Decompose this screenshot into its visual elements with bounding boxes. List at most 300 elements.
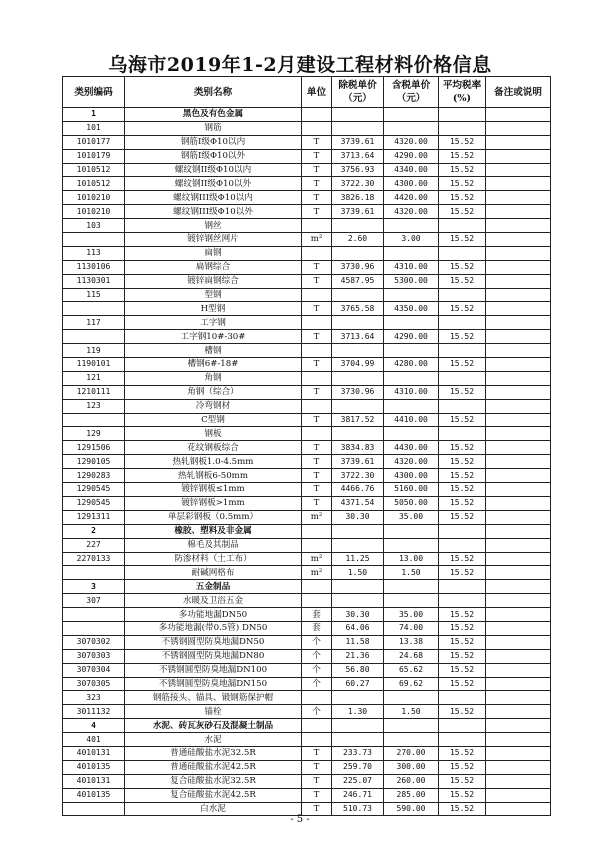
- cell-note: [486, 177, 551, 191]
- table-row: [63, 149, 551, 163]
- cell-note: [486, 510, 551, 524]
- table-row: [63, 260, 551, 274]
- cell-excl: 3722.30: [332, 177, 384, 191]
- cell-excl: [332, 594, 384, 608]
- cell-name: 水暖及卫浴五金: [125, 594, 302, 608]
- cell-note: [486, 413, 551, 427]
- cell-unit: [302, 580, 332, 594]
- cell-name: 单层彩钢板（0.5mm）: [125, 510, 302, 524]
- cell-code: 1010210: [63, 191, 125, 205]
- cell-note: [486, 649, 551, 663]
- cell-unit: m²: [302, 510, 332, 524]
- cell-code: 1210111: [63, 385, 125, 399]
- cell-rate: 15.52: [439, 608, 486, 622]
- cell-name: 镀锌钢板>1mm: [125, 496, 302, 510]
- cell-name: 工字钢10#-30#: [125, 330, 302, 344]
- cell-unit: T: [302, 163, 332, 177]
- cell-unit: T: [302, 788, 332, 802]
- cell-unit: T: [302, 358, 332, 372]
- cell-unit: T: [302, 302, 332, 316]
- cell-note: [486, 566, 551, 580]
- table-row: [63, 538, 551, 552]
- cell-unit: 套: [302, 608, 332, 622]
- cell-code: 1290545: [63, 483, 125, 497]
- cell-note: [486, 108, 551, 122]
- table-row: [63, 746, 551, 760]
- table-row: [63, 413, 551, 427]
- cell-code: [63, 233, 125, 247]
- cell-excl: 3765.58: [332, 302, 384, 316]
- cell-note: [486, 274, 551, 288]
- cell-rate: 15.52: [439, 663, 486, 677]
- cell-rate: 15.52: [439, 135, 486, 149]
- cell-incl: 4280.00: [384, 358, 439, 372]
- cell-unit: [302, 288, 332, 302]
- cell-incl: 270.00: [384, 746, 439, 760]
- cell-excl: 2.60: [332, 233, 384, 247]
- cell-unit: [302, 121, 332, 135]
- cell-code: 3070302: [63, 635, 125, 649]
- cell-excl: 3722.30: [332, 469, 384, 483]
- cell-code: 307: [63, 594, 125, 608]
- cell-unit: 套: [302, 621, 332, 635]
- cell-rate: 15.52: [439, 177, 486, 191]
- cell-rate: 15.52: [439, 677, 486, 691]
- cell-rate: [439, 316, 486, 330]
- cell-note: [486, 344, 551, 358]
- cell-note: [486, 330, 551, 344]
- table-row: [63, 496, 551, 510]
- cell-rate: 15.52: [439, 746, 486, 760]
- table-row: [63, 635, 551, 649]
- cell-unit: T: [302, 496, 332, 510]
- cell-excl: 233.73: [332, 746, 384, 760]
- cell-name: 螺纹钢III级Φ10以内: [125, 191, 302, 205]
- cell-excl: [332, 524, 384, 538]
- cell-incl: [384, 219, 439, 233]
- cell-excl: 1.30: [332, 705, 384, 719]
- cell-note: [486, 677, 551, 691]
- cell-code: [63, 413, 125, 427]
- table-row: [63, 663, 551, 677]
- cell-rate: 15.52: [439, 496, 486, 510]
- table-row: [63, 427, 551, 441]
- cell-unit: T: [302, 802, 332, 816]
- cell-incl: 5050.00: [384, 496, 439, 510]
- header-excl-price: 除税单价 （元）: [332, 77, 384, 108]
- cell-note: [486, 358, 551, 372]
- cell-note: [486, 733, 551, 747]
- table-row: [63, 760, 551, 774]
- cell-code: 1190101: [63, 358, 125, 372]
- cell-name: 复合硅酸盐水泥42.5R: [125, 788, 302, 802]
- cell-code: 3011132: [63, 705, 125, 719]
- cell-note: [486, 288, 551, 302]
- table-row: [63, 441, 551, 455]
- cell-incl: [384, 246, 439, 260]
- table-row: [63, 302, 551, 316]
- cell-rate: 15.52: [439, 330, 486, 344]
- cell-unit: T: [302, 455, 332, 469]
- cell-excl: 56.80: [332, 663, 384, 677]
- cell-incl: 4350.00: [384, 302, 439, 316]
- cell-rate: [439, 399, 486, 413]
- cell-code: 113: [63, 246, 125, 260]
- cell-unit: 个: [302, 649, 332, 663]
- cell-name: 普通硅酸盐水泥32.5R: [125, 746, 302, 760]
- cell-unit: 个: [302, 705, 332, 719]
- cell-note: [486, 469, 551, 483]
- cell-code: [63, 330, 125, 344]
- cell-unit: [302, 691, 332, 705]
- cell-note: [486, 260, 551, 274]
- header-note: 备注或说明: [486, 77, 551, 108]
- cell-rate: 15.52: [439, 552, 486, 566]
- cell-note: [486, 719, 551, 733]
- cell-excl: 11.58: [332, 635, 384, 649]
- cell-code: 117: [63, 316, 125, 330]
- cell-rate: [439, 733, 486, 747]
- cell-note: [486, 163, 551, 177]
- cell-code: 3070303: [63, 649, 125, 663]
- cell-excl: 11.25: [332, 552, 384, 566]
- table-row: [63, 274, 551, 288]
- cell-note: [486, 399, 551, 413]
- cell-incl: 300.00: [384, 760, 439, 774]
- cell-rate: [439, 524, 486, 538]
- cell-excl: 1.50: [332, 566, 384, 580]
- cell-code: 1290283: [63, 469, 125, 483]
- cell-rate: 15.52: [439, 649, 486, 663]
- table-row: [63, 219, 551, 233]
- table-row: [63, 733, 551, 747]
- cell-rate: 15.52: [439, 566, 486, 580]
- cell-unit: [302, 219, 332, 233]
- cell-rate: 15.52: [439, 191, 486, 205]
- table-row: [63, 608, 551, 622]
- cell-incl: 4320.00: [384, 455, 439, 469]
- cell-name: 扁钢综合: [125, 260, 302, 274]
- cell-name: 普通硅酸盐水泥42.5R: [125, 760, 302, 774]
- cell-code: 401: [63, 733, 125, 747]
- cell-code: [63, 302, 125, 316]
- cell-excl: [332, 121, 384, 135]
- cell-note: [486, 302, 551, 316]
- cell-incl: 69.62: [384, 677, 439, 691]
- cell-rate: 15.52: [439, 233, 486, 247]
- cell-unit: m²: [302, 566, 332, 580]
- cell-rate: 15.52: [439, 274, 486, 288]
- table-row: [63, 163, 551, 177]
- table-row: [63, 316, 551, 330]
- cell-incl: [384, 594, 439, 608]
- cell-note: [486, 455, 551, 469]
- cell-note: [486, 496, 551, 510]
- table-row: [63, 135, 551, 149]
- cell-code: 1010210: [63, 205, 125, 219]
- table-row: [63, 177, 551, 191]
- cell-name: 复合硅酸盐水泥32.5R: [125, 774, 302, 788]
- cell-code: 4010135: [63, 788, 125, 802]
- cell-rate: 15.52: [439, 260, 486, 274]
- cell-code: 3070305: [63, 677, 125, 691]
- table-row: [63, 788, 551, 802]
- cell-incl: [384, 288, 439, 302]
- cell-unit: [302, 427, 332, 441]
- cell-rate: [439, 121, 486, 135]
- cell-note: [486, 441, 551, 455]
- cell-name: 扁钢: [125, 246, 302, 260]
- cell-note: [486, 135, 551, 149]
- cell-name: 角钢（综合）: [125, 385, 302, 399]
- table-header-row: [63, 77, 551, 108]
- table-row: [63, 566, 551, 580]
- cell-unit: [302, 108, 332, 122]
- cell-excl: 3739.61: [332, 455, 384, 469]
- cell-rate: 15.52: [439, 163, 486, 177]
- cell-excl: 3826.18: [332, 191, 384, 205]
- cell-rate: [439, 427, 486, 441]
- cell-rate: [439, 108, 486, 122]
- cell-excl: 60.27: [332, 677, 384, 691]
- cell-name: 角钢: [125, 371, 302, 385]
- category-row: [63, 580, 551, 594]
- cell-excl: [332, 246, 384, 260]
- cell-note: [486, 746, 551, 760]
- cell-code: 2270133: [63, 552, 125, 566]
- cell-code: 1130106: [63, 260, 125, 274]
- cell-excl: 3756.93: [332, 163, 384, 177]
- table-row: [63, 705, 551, 719]
- cell-code: 1290105: [63, 455, 125, 469]
- cell-code: 115: [63, 288, 125, 302]
- cell-unit: [302, 733, 332, 747]
- cell-unit: [302, 399, 332, 413]
- cell-note: [486, 538, 551, 552]
- cell-excl: [332, 316, 384, 330]
- cell-rate: 15.52: [439, 705, 486, 719]
- cell-unit: T: [302, 746, 332, 760]
- cell-incl: [384, 427, 439, 441]
- cell-incl: 4340.00: [384, 163, 439, 177]
- cell-code: 1010512: [63, 177, 125, 191]
- cell-incl: 4310.00: [384, 385, 439, 399]
- cell-excl: 30.30: [332, 608, 384, 622]
- cell-incl: 4290.00: [384, 330, 439, 344]
- table-row: [63, 344, 551, 358]
- table-row: [63, 371, 551, 385]
- cell-excl: 4587.95: [332, 274, 384, 288]
- cell-unit: T: [302, 149, 332, 163]
- table-row: [63, 121, 551, 135]
- cell-rate: 15.52: [439, 469, 486, 483]
- cell-incl: 3.00: [384, 233, 439, 247]
- cell-name: 水泥、砖瓦灰砂石及混凝土制品: [125, 719, 302, 733]
- cell-name: 工字钢: [125, 316, 302, 330]
- page-title: 乌海市2019年1-2月建设工程材料价格信息: [108, 54, 492, 76]
- header-incl-price: 含税单价 （元）: [384, 77, 439, 108]
- cell-name: 防渗材料（土工布）: [125, 552, 302, 566]
- cell-rate: 15.52: [439, 205, 486, 219]
- cell-name: 钢筋I级Φ10以内: [125, 135, 302, 149]
- cell-name: 螺纹钢II级Φ10以内: [125, 163, 302, 177]
- cell-name: 水泥: [125, 733, 302, 747]
- cell-name: 钢丝: [125, 219, 302, 233]
- cell-rate: 15.52: [439, 635, 486, 649]
- cell-name: 黑色及有色金属: [125, 108, 302, 122]
- category-row: [63, 719, 551, 733]
- table-row: [63, 677, 551, 691]
- cell-excl: [332, 691, 384, 705]
- cell-code: 121: [63, 371, 125, 385]
- cell-code: 103: [63, 219, 125, 233]
- cell-name: 冷弯钢材: [125, 399, 302, 413]
- cell-incl: 74.00: [384, 621, 439, 635]
- cell-note: [486, 635, 551, 649]
- cell-unit: m²: [302, 552, 332, 566]
- cell-excl: [332, 344, 384, 358]
- table-row: [63, 621, 551, 635]
- cell-code: 227: [63, 538, 125, 552]
- cell-code: 4010131: [63, 746, 125, 760]
- cell-code: 3: [63, 580, 125, 594]
- cell-note: [486, 246, 551, 260]
- cell-excl: [332, 288, 384, 302]
- cell-note: [486, 774, 551, 788]
- cell-incl: 4310.00: [384, 260, 439, 274]
- cell-incl: 35.00: [384, 510, 439, 524]
- cell-name: 橡胶、塑料及非金属: [125, 524, 302, 538]
- cell-excl: [332, 399, 384, 413]
- cell-code: [63, 566, 125, 580]
- cell-code: 2: [63, 524, 125, 538]
- cell-incl: [384, 691, 439, 705]
- cell-name: 钢板: [125, 427, 302, 441]
- cell-note: [486, 621, 551, 635]
- table-row: [63, 649, 551, 663]
- cell-rate: [439, 344, 486, 358]
- cell-incl: 5300.00: [384, 274, 439, 288]
- cell-unit: T: [302, 274, 332, 288]
- table-row: [63, 205, 551, 219]
- table-row: [63, 330, 551, 344]
- cell-unit: [302, 719, 332, 733]
- cell-code: 4010135: [63, 760, 125, 774]
- cell-excl: 64.06: [332, 621, 384, 635]
- table-row: [63, 483, 551, 497]
- cell-note: [486, 788, 551, 802]
- header-unit: 单位: [302, 77, 332, 108]
- cell-name: 不锈钢圆型防臭地漏DN100: [125, 663, 302, 677]
- cell-name: 螺纹钢III级Φ10以外: [125, 205, 302, 219]
- cell-excl: 3739.61: [332, 135, 384, 149]
- header-tax-rate: 平均税率 (%): [439, 77, 486, 108]
- cell-rate: [439, 288, 486, 302]
- cell-incl: [384, 580, 439, 594]
- cell-excl: 225.07: [332, 774, 384, 788]
- cell-name: 白水泥: [125, 802, 302, 816]
- cell-unit: T: [302, 469, 332, 483]
- cell-excl: 4371.54: [332, 496, 384, 510]
- cell-unit: T: [302, 385, 332, 399]
- table-row: [63, 552, 551, 566]
- cell-name: 型钢: [125, 288, 302, 302]
- cell-name: 镀锌扁钢综合: [125, 274, 302, 288]
- cell-rate: 15.52: [439, 302, 486, 316]
- cell-name: 耐碱网格布: [125, 566, 302, 580]
- header-code: 类别编码: [63, 77, 125, 108]
- table-row: [63, 691, 551, 705]
- cell-unit: 个: [302, 677, 332, 691]
- cell-name: 棉毛及其制品: [125, 538, 302, 552]
- table-row: [63, 399, 551, 413]
- cell-note: [486, 608, 551, 622]
- cell-note: [486, 316, 551, 330]
- cell-unit: T: [302, 177, 332, 191]
- cell-name: 槽钢: [125, 344, 302, 358]
- cell-note: [486, 427, 551, 441]
- cell-excl: [332, 371, 384, 385]
- cell-rate: [439, 691, 486, 705]
- cell-note: [486, 760, 551, 774]
- table-row: [63, 455, 551, 469]
- cell-excl: 3834.83: [332, 441, 384, 455]
- cell-note: [486, 385, 551, 399]
- cell-name: 钢筋I级Φ10以外: [125, 149, 302, 163]
- cell-unit: [302, 371, 332, 385]
- cell-unit: [302, 594, 332, 608]
- cell-name: 镀锌钢板≤1mm: [125, 483, 302, 497]
- cell-name: 不锈钢圆型防臭地漏DN150: [125, 677, 302, 691]
- cell-excl: [332, 538, 384, 552]
- cell-rate: [439, 371, 486, 385]
- table-row: [63, 358, 551, 372]
- cell-note: [486, 483, 551, 497]
- price-table: [62, 76, 551, 816]
- cell-unit: [302, 344, 332, 358]
- cell-incl: [384, 399, 439, 413]
- cell-rate: 15.52: [439, 455, 486, 469]
- cell-name: 钢筋: [125, 121, 302, 135]
- cell-excl: 3730.96: [332, 385, 384, 399]
- cell-rate: [439, 719, 486, 733]
- cell-note: [486, 191, 551, 205]
- cell-incl: [384, 538, 439, 552]
- cell-note: [486, 149, 551, 163]
- category-row: [63, 524, 551, 538]
- page-number: - 5 -: [290, 814, 310, 825]
- cell-incl: 13.38: [384, 635, 439, 649]
- cell-incl: [384, 524, 439, 538]
- cell-incl: 65.62: [384, 663, 439, 677]
- cell-rate: 15.52: [439, 149, 486, 163]
- cell-unit: m²: [302, 233, 332, 247]
- cell-unit: T: [302, 760, 332, 774]
- cell-rate: [439, 580, 486, 594]
- cell-unit: T: [302, 205, 332, 219]
- cell-incl: [384, 344, 439, 358]
- cell-incl: 260.00: [384, 774, 439, 788]
- cell-note: [486, 524, 551, 538]
- cell-name: 不锈钢圆型防臭地漏DN50: [125, 635, 302, 649]
- table-row: [63, 191, 551, 205]
- cell-unit: [302, 316, 332, 330]
- cell-note: [486, 552, 551, 566]
- cell-incl: 4300.00: [384, 469, 439, 483]
- cell-unit: T: [302, 135, 332, 149]
- cell-excl: [332, 733, 384, 747]
- table-row: [63, 510, 551, 524]
